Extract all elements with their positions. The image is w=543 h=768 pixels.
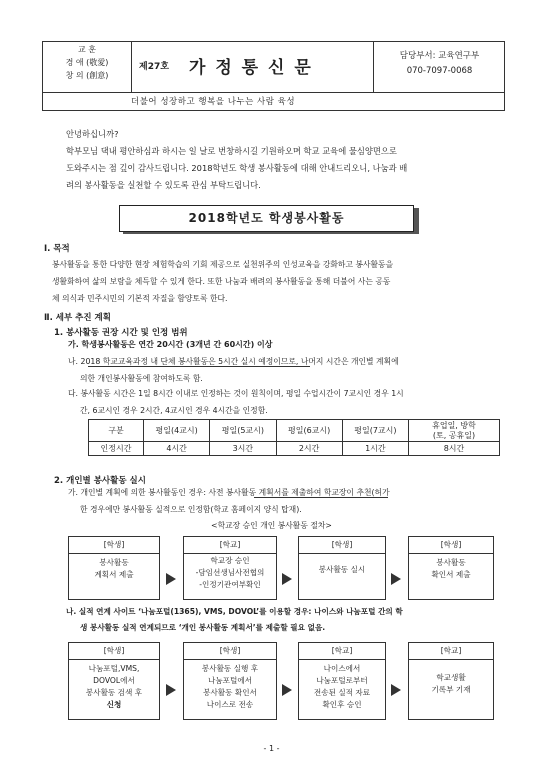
intro-line: 도와주시는 점 깊이 감사드립니다. 2018학년도 학생 봉사활동에 대해 안내드리오니, 나눔과 배	[66, 163, 408, 173]
subsection1-title: 1. 봉사활동 권장 시간 및 인정 범위	[54, 328, 188, 338]
dept-label: 담당부서: 교육연구부	[399, 51, 480, 61]
flow-step-content	[409, 554, 493, 584]
subsection2-title: 2. 개인별 봉사활동 실시	[54, 476, 146, 486]
item-2b-line1: 나. 실적 연계 사이트 ‘나눔포털(1365), VMS, DOVOL’를 이용할 경우: 나이스와 나눔포털 간의 학	[66, 607, 403, 616]
item-2a-line1: 가. 개인별 계획에 의한 봉사활동인 경우: 사전 봉사활동 계획서를 제출하여 학교장이 추천(허가	[68, 488, 390, 497]
table-header-cell: 평일(5교시)	[210, 420, 276, 442]
section2-title: Ⅱ. 세부 추진 계획	[44, 313, 111, 323]
flow-step-line: DOVOL에서	[93, 676, 135, 685]
section1-line: 체 의식과 민주시민의 기본적 자질을 함양토록 한다.	[52, 294, 228, 303]
table-cell: 8시간	[409, 442, 500, 456]
flow-step-line: 나눔포털,VMS,	[88, 664, 140, 673]
table-cell: 2시간	[276, 442, 342, 456]
page-number: - 1 -	[263, 744, 280, 753]
slogan-text: 더불어 성장하고 행복을 나누는 사람 육성	[131, 97, 296, 107]
flow-step-line: 학교생활	[436, 673, 466, 682]
flow2-step	[298, 642, 386, 720]
item-a: 가. 학생봉사활동은 연간 20시간 (3개년 간 60시간) 이상	[68, 340, 273, 349]
flow-step-line: 확인서 제출	[431, 570, 471, 579]
flow-step-line: 나눔포털에서	[207, 676, 252, 685]
flow-step-label: [학생]	[69, 537, 159, 554]
phone-number: 070-7097-0068	[406, 66, 473, 76]
flow-step-line: 봉사활동	[99, 558, 129, 567]
intro-line: 려의 봉사활동을 실천할 수 있도록 관심 부탁드립니다.	[66, 180, 261, 190]
flow-step-label: [학생]	[69, 643, 159, 660]
table-header-cell: 평일(7교시)	[342, 420, 408, 442]
flow-step-label: [학교]	[184, 537, 276, 554]
arrow-icon	[391, 684, 401, 696]
flow2-step	[68, 642, 160, 720]
motto-cell	[43, 42, 132, 92]
table-header-cell: 휴업일, 방학 (토, 공휴일)	[409, 420, 500, 442]
intro-greeting: 안녕하십니까?	[66, 129, 119, 139]
header-box	[42, 41, 505, 93]
flow-step-content	[184, 554, 276, 594]
flow1-step	[183, 536, 277, 600]
flow-step-label: [학생]	[409, 537, 493, 554]
arrow-icon	[166, 684, 176, 696]
item-2a-line2: 한 경우에만 봉사활동 실적으로 인정함(학교 홈페이지 양식 탑재).	[80, 505, 302, 514]
table-row	[89, 442, 500, 456]
flow1-title: <학교장 승인 개인 봉사활동 절차>	[211, 521, 332, 530]
underline	[254, 497, 388, 498]
section1-title: Ⅰ. 목적	[44, 244, 70, 254]
issue-number: 제27호	[139, 62, 169, 72]
flow-step-line: 나이스에서	[323, 664, 361, 673]
flow-step-line: -인정기관여부확인	[199, 580, 261, 589]
contact-cell	[373, 42, 505, 92]
flow-step-line: 전송된 실적 자료	[313, 688, 371, 697]
banner	[119, 205, 414, 232]
table-cell: 인정시간	[89, 442, 144, 456]
flow2-step	[408, 642, 494, 720]
underline	[88, 366, 310, 367]
page-title: 가 정 통 신 문	[189, 58, 313, 78]
flow-step-line: 나이스로 전송	[206, 700, 254, 709]
table-header-cell: 평일(4교시)	[144, 420, 210, 442]
flow-step-line: 신청	[106, 700, 122, 709]
flow-step-line: 기록부 기재	[431, 685, 471, 694]
flow1-step	[68, 536, 160, 600]
hours-table	[88, 419, 500, 456]
motto-line: 경 애 (敬愛)	[65, 57, 109, 67]
flow-step-label: [학생]	[184, 643, 276, 660]
flow-step-line: 봉사활동 확인서	[203, 688, 257, 697]
flow-step-label: [학교]	[299, 643, 385, 660]
flow-step-line: 계획서 제출	[94, 570, 134, 579]
table-cell: 1시간	[342, 442, 408, 456]
table-header-cell: 평일(6교시)	[276, 420, 342, 442]
item-c-line2: 간, 6교시인 경우 2시간, 4교시인 경우 4시간을 인정함.	[80, 406, 268, 415]
motto-line: 교 훈	[78, 45, 96, 54]
flow2-step	[183, 642, 277, 720]
flow-step-line: 봉사활동 검색 후	[85, 688, 143, 697]
motto-line: 창 의 (創意)	[65, 70, 109, 80]
table-cell: 4시간	[144, 442, 210, 456]
table-header-cell: 구분	[89, 420, 144, 442]
flow-step-content	[409, 660, 493, 699]
arrow-icon	[166, 573, 176, 585]
flow-step-content	[299, 554, 385, 579]
arrow-icon	[391, 573, 401, 585]
flow-step-line: 봉사활동	[436, 558, 466, 567]
table-header-row	[89, 420, 500, 442]
section1-line: 생활화하여 삶의 보람을 체득할 수 있게 한다. 또한 나눔과 배려의 봉사활동을 통해 더불어 사는 공동	[52, 277, 391, 286]
item-b-line2: 의한 개인봉사활동에 참여하도록 함.	[80, 374, 203, 383]
table-cell: 3시간	[210, 442, 276, 456]
flow-step-line: -담임선생님사전협의	[195, 568, 265, 577]
item-b-line1: 나. 2018 학교교육과정 내 단체 봉사활동은 5시간 실시 예정이므로, 나머지 시간은 개인별 계획에	[68, 357, 399, 366]
flow1-step	[298, 536, 386, 600]
slogan-bar	[42, 91, 505, 111]
flow-step-content	[69, 660, 159, 714]
flow-step-content	[69, 554, 159, 584]
intro-line: 학부모님 댁내 평안하심과 하시는 일 날로 번창하시길 기원하오며 학교 교육에 물심양면으로	[66, 146, 397, 156]
flow1-step	[408, 536, 494, 600]
flow-step-content	[299, 660, 385, 714]
flow-step-line: 학교장 승인	[210, 556, 250, 565]
flow-step-line: 나눔포털로부터	[316, 676, 368, 685]
flow-step-content	[184, 660, 276, 714]
banner-title: 2018학년도 학생봉사활동	[188, 211, 345, 225]
arrow-icon	[282, 573, 292, 585]
item-c-line1: 다. 봉사활동 시간은 1일 8시간 이내로 인정하는 것이 원칙이며, 평일 수업시간이 7교시인 경우 1시	[68, 389, 404, 398]
flow-step-line: 봉사활동 실행 후	[201, 664, 259, 673]
arrow-icon	[282, 684, 292, 696]
item-2b-line2: 생 봉사활동 실적 연계되므로 ‘개인 봉사활동 계획서’를 제출할 필요 없음.	[80, 623, 326, 632]
flow-step-label: [학생]	[299, 537, 385, 554]
flow-step-line: 봉사활동 실시	[318, 565, 366, 574]
section1-line: 봉사활동을 통한 다양한 현장 체험학습의 기회 제공으로 실천위주의 인성교육을 강화하고 봉사활동을	[52, 260, 394, 269]
flow-step-line: 확인후 승인	[322, 700, 362, 709]
flow-step-label: [학교]	[409, 643, 493, 660]
